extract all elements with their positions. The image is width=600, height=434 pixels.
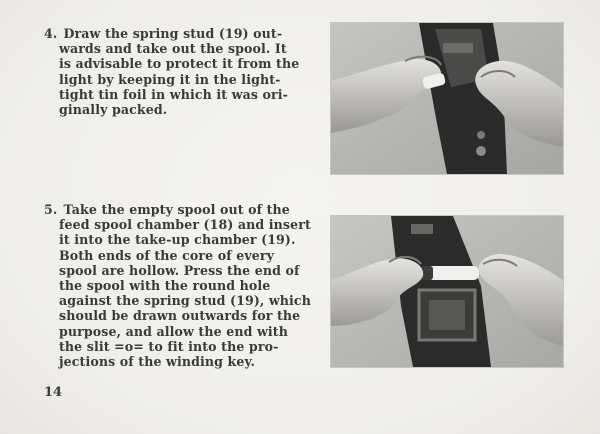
- photo-illustration: [331, 216, 563, 367]
- photo-remove-spool: [330, 22, 564, 175]
- step-text-line: wards and take out the spool. It: [59, 41, 287, 57]
- step-text-line: Draw the spring stud (19) out-: [63, 26, 283, 41]
- photo-insert-spool: [330, 215, 564, 368]
- step-text-line: ginally packed.: [59, 102, 168, 118]
- step-text-line: Take the empty spool out of the: [63, 202, 290, 217]
- step-number: 5.: [44, 202, 58, 217]
- step-first-line: [44, 26, 306, 41]
- step-paragraph: [44, 26, 306, 117]
- step-text-line: Both ends of the core of every: [59, 247, 275, 263]
- step-text-line: the slit =o= to fit into the pro-: [59, 338, 279, 354]
- step-paragraph: [44, 202, 311, 370]
- step-text-line: feed spool chamber (18) and insert: [59, 217, 311, 233]
- page-number: 14: [44, 385, 63, 400]
- step-text-line: spool are hollow. Press the end of: [59, 262, 300, 278]
- step-first-line: [44, 202, 306, 217]
- step-text-line: against the spring stud (19), which: [59, 293, 311, 309]
- step-text-line: is advisable to protect it from the: [59, 56, 300, 72]
- step-text-line: jections of the winding key.: [59, 354, 255, 370]
- step-text-line: the spool with the round hole: [59, 278, 271, 294]
- photo-illustration: [331, 23, 563, 174]
- step-text-line: light by keeping it in the light-: [59, 71, 281, 87]
- step-text-line: should be drawn outwards for the: [59, 308, 301, 324]
- instruction-step-5: [44, 202, 311, 370]
- instruction-step-4: [44, 26, 306, 117]
- step-number: 4.: [44, 26, 58, 41]
- step-text-line: tight tin foil in which it was ori-: [59, 86, 289, 102]
- step-text-line: it into the take-up chamber (19).: [59, 232, 296, 248]
- step-text-line: purpose, and allow the end with: [59, 323, 288, 339]
